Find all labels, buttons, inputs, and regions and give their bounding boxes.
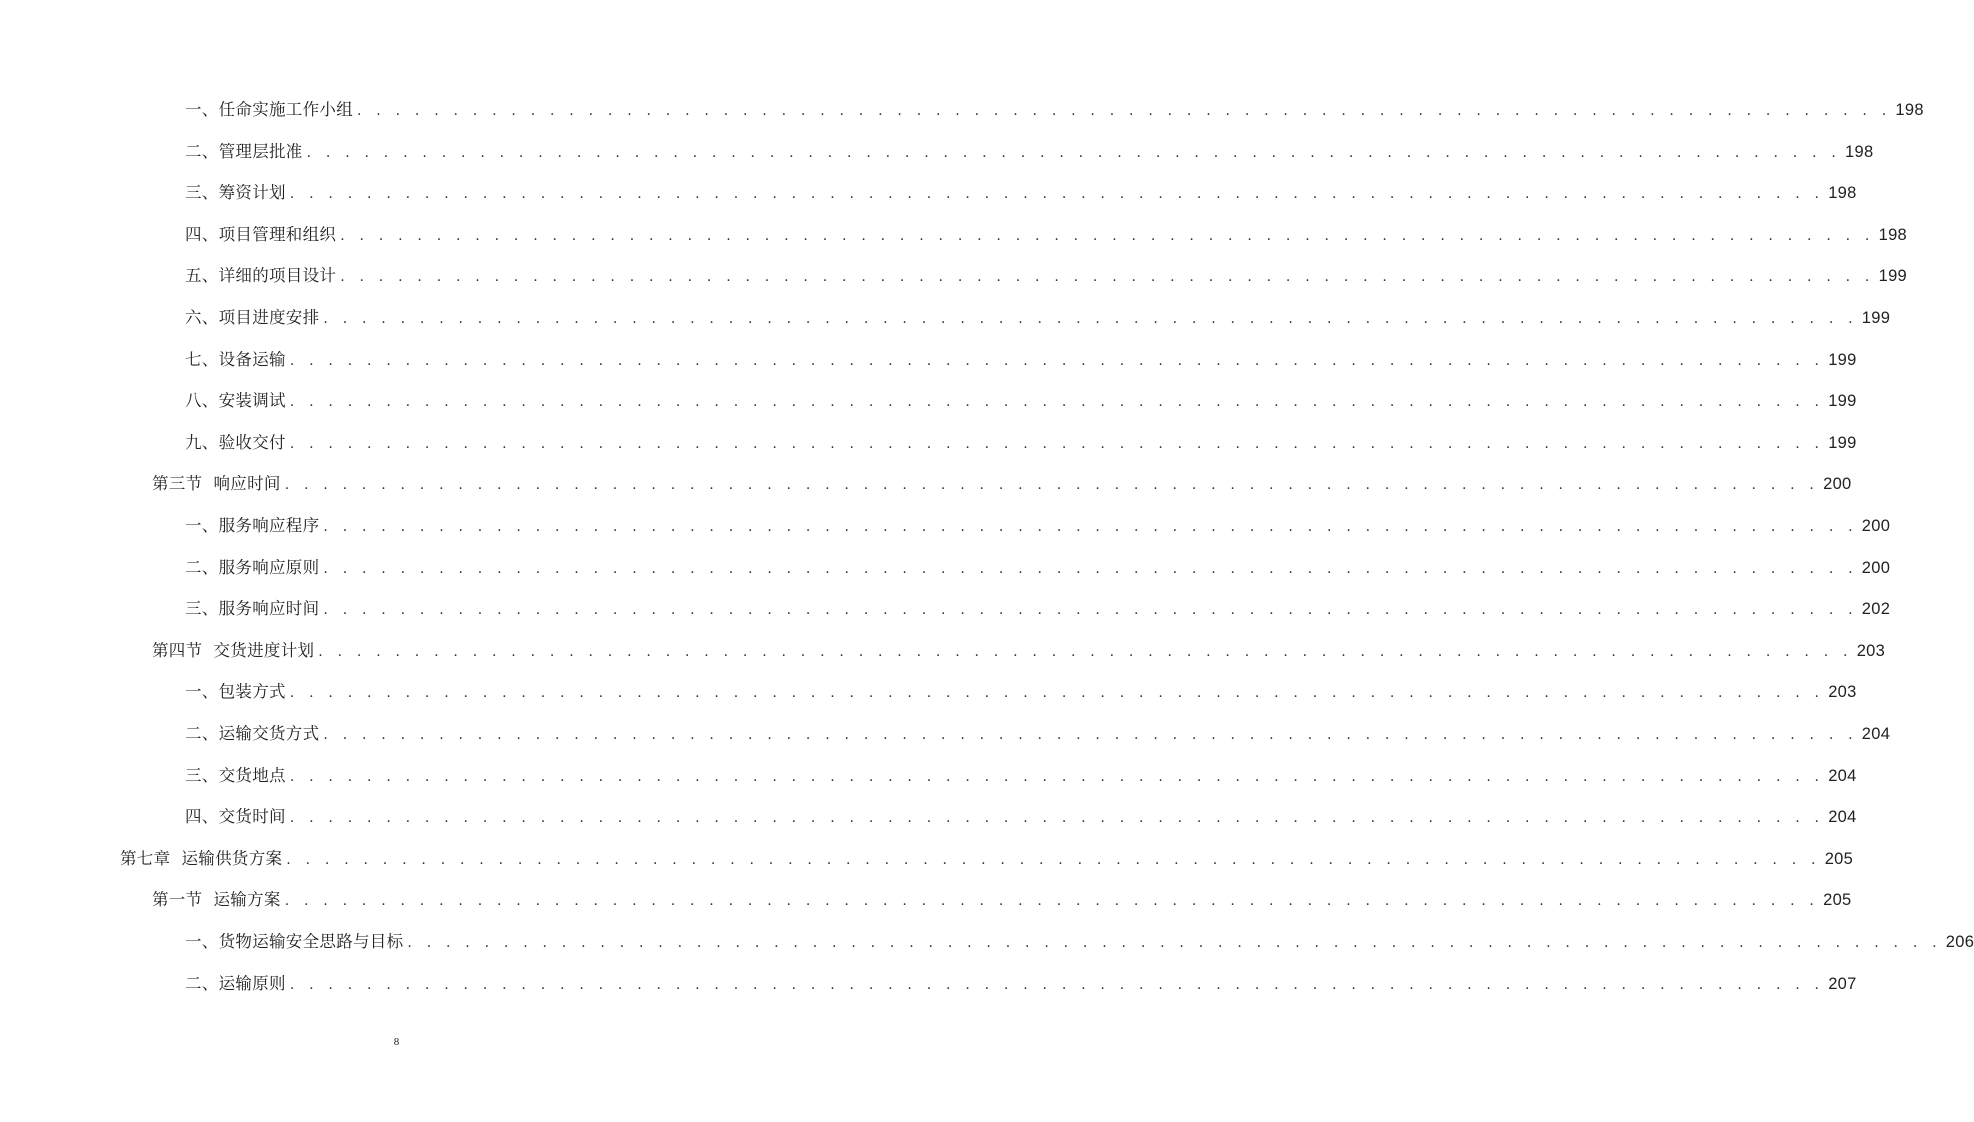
toc-entry-page: 198: [1828, 184, 1857, 203]
toc-entry[interactable]: [185, 927, 1974, 957]
toc-entry-page: 205: [1823, 891, 1852, 910]
dot-leader: . . . . . . . . . . . . . . . . . . . . . . . . . . . . . . . . . . . . . . . . . . . . . . . . . . . . . . . . . . . . . . . . . . . . . . . . . . . . . . . .: [289, 394, 1825, 411]
toc-entry[interactable]: [185, 802, 1857, 832]
dot-leader: . . . . . . . . . . . . . . . . . . . . . . . . . . . . . . . . . . . . . . . . . . . . . . . . . . . . . . . . . . . . . . . . . . . . . . . . . . . . . . . .: [284, 477, 1820, 494]
toc-entry-page: 199: [1878, 267, 1908, 286]
dot-leader: . . . . . . . . . . . . . . . . . . . . . . . . . . . . . . . . . . . . . . . . . . . . . . . . . . . . . . . . . . . . . . . . . . . . . . . . . . . . . . . .: [289, 810, 1825, 827]
toc-entry-page: 200: [1861, 517, 1891, 535]
dot-leader: . . . . . . . . . . . . . . . . . . . . . . . . . . . . . . . . . . . . . . . . . . . . . . . . . . . . . . . . . . . . . . . . . . . . . . . . . . . . . . . .: [289, 352, 1825, 369]
toc-entry[interactable]: [185, 261, 1908, 291]
dot-leader: . . . . . . . . . . . . . . . . . . . . . . . . . . . . . . . . . . . . . . . . . . . . . . . . . . . . . . . . . . . . . . . . . . . . . . . . . . . . . . . .: [340, 227, 1875, 244]
dot-leader: . . . . . . . . . . . . . . . . . . . . . . . . . . . . . . . . . . . . . . . . . . . . . . . . . . . . . . . . . . . . . . . . . . . . . . . . . . . . . . . .: [323, 602, 1858, 619]
toc-entry-title: 六、项目进度安排: [185, 308, 320, 327]
toc-entry-title: 三、交货地点: [185, 765, 286, 785]
toc-entry[interactable]: [152, 636, 1886, 666]
dot-leader: . . . . . . . . . . . . . . . . . . . . . . . . . . . . . . . . . . . . . . . . . . . . . . . . . . . . . . . . . . . . . . . . . . . . . . . . . . . . . . . .: [323, 560, 1858, 577]
toc-entry-page: 198: [1845, 142, 1874, 161]
toc-entry-title: 八、安装调试: [185, 391, 286, 411]
toc-entry[interactable]: [185, 428, 1857, 458]
dot-leader: . . . . . . . . . . . . . . . . . . . . . . . . . . . . . . . . . . . . . . . . . . . . . . . . . . . . . . . . . . . . . . . . . . . . . . . . . . . . . . . .: [289, 685, 1825, 702]
dot-leader: . . . . . . . . . . . . . . . . . . . . . . . . . . . . . . . . . . . . . . . . . . . . . . . . . . . . . . . . . . . . . . . . . . . . . . . . . . . . . . . .: [357, 103, 1892, 119]
toc-entry[interactable]: [185, 178, 1857, 208]
toc-entry[interactable]: [185, 594, 1891, 624]
dot-leader: . . . . . . . . . . . . . . . . . . . . . . . . . . . . . . . . . . . . . . . . . . . . . . . . . . . . . . . . . . . . . . . . . . . . . . . . . . . . . . . .: [289, 976, 1825, 993]
toc-entry-title: 五、详细的项目设计: [185, 266, 337, 286]
page-number: 8: [393, 1036, 400, 1048]
toc-entry-page: 199: [1828, 433, 1857, 452]
toc-entry-title: 七、设备运输: [185, 349, 286, 369]
toc-entry-title: 一、包装方式: [185, 682, 286, 702]
toc-entry-title: 三、服务响应时间: [185, 599, 320, 619]
toc-entry-page: 202: [1861, 600, 1891, 619]
toc-entry-title: 第一节 运输方案: [152, 890, 281, 910]
toc-entry-title: 二、运输交货方式: [185, 724, 320, 743]
dot-leader: . . . . . . . . . . . . . . . . . . . . . . . . . . . . . . . . . . . . . . . . . . . . . . . . . . . . . . . . . . . . . . . . . . . . . . . . . . . . . . . .: [407, 935, 1942, 951]
dot-leader: . . . . . . . . . . . . . . . . . . . . . . . . . . . . . . . . . . . . . . . . . . . . . . . . . . . . . . . . . . . . . . . . . . . . . . . . . . . . . . . .: [306, 144, 1841, 161]
toc-entry[interactable]: [185, 969, 1857, 999]
dot-leader: . . . . . . . . . . . . . . . . . . . . . . . . . . . . . . . . . . . . . . . . . . . . . . . . . . . . . . . . . . . . . . . . . . . . . . . . . . . . . . . .: [286, 851, 1821, 868]
toc-entry[interactable]: [185, 95, 1924, 125]
toc-entry[interactable]: [120, 844, 1854, 874]
toc-entry-title: 一、任命实施工作小组: [185, 100, 353, 119]
toc-entry-title: 一、服务响应程序: [185, 516, 320, 535]
toc-entry-title: 第三节 响应时间: [152, 474, 281, 494]
toc-entry-page: 203: [1856, 641, 1886, 660]
toc-entry-page: 198: [1895, 101, 1924, 119]
toc-entry[interactable]: [185, 719, 1891, 749]
toc-entry-page: 203: [1828, 683, 1857, 702]
toc-entry-title: 三、筹资计划: [185, 183, 286, 203]
toc-entry-page: 198: [1878, 225, 1908, 244]
toc-entry-title: 一、货物运输安全思路与目标: [185, 932, 404, 951]
toc-entry[interactable]: [185, 137, 1874, 167]
toc-entry-title: 二、运输原则: [185, 973, 286, 993]
toc-entry-page: 200: [1861, 558, 1891, 577]
toc-entry-page: 205: [1824, 849, 1854, 868]
dot-leader: . . . . . . . . . . . . . . . . . . . . . . . . . . . . . . . . . . . . . . . . . . . . . . . . . . . . . . . . . . . . . . . . . . . . . . . . . . . . . . . .: [289, 186, 1825, 203]
toc-entry-page: 207: [1828, 974, 1857, 993]
toc-entry-page: 200: [1823, 475, 1852, 494]
toc-entry-page: 199: [1828, 350, 1857, 369]
toc-entry[interactable]: [152, 885, 1852, 915]
dot-leader: . . . . . . . . . . . . . . . . . . . . . . . . . . . . . . . . . . . . . . . . . . . . . . . . . . . . . . . . . . . . . . . . . . . . . . . . . . . . . . . .: [323, 311, 1858, 327]
toc-entry-page: 199: [1828, 392, 1857, 411]
toc-entry-title: 四、项目管理和组织: [185, 224, 337, 244]
toc-entry[interactable]: [185, 511, 1891, 541]
toc-entry-title: 四、交货时间: [185, 807, 286, 827]
toc-entry-page: 204: [1828, 808, 1857, 827]
toc-entry-page: 199: [1861, 309, 1891, 327]
dot-leader: . . . . . . . . . . . . . . . . . . . . . . . . . . . . . . . . . . . . . . . . . . . . . . . . . . . . . . . . . . . . . . . . . . . . . . . . . . . . . . . .: [323, 519, 1858, 535]
toc-entry[interactable]: [185, 303, 1891, 333]
dot-leader: . . . . . . . . . . . . . . . . . . . . . . . . . . . . . . . . . . . . . . . . . . . . . . . . . . . . . . . . . . . . . . . . . . . . . . . . . . . . . . . .: [284, 893, 1820, 910]
toc-entry-title: 第四节 交货进度计划: [152, 640, 315, 660]
toc-entry[interactable]: [185, 386, 1857, 416]
dot-leader: . . . . . . . . . . . . . . . . . . . . . . . . . . . . . . . . . . . . . . . . . . . . . . . . . . . . . . . . . . . . . . . . . . . . . . . . . . . . . . . .: [323, 727, 1858, 743]
toc-entry-title: 二、服务响应原则: [185, 557, 320, 577]
toc-entry[interactable]: [185, 220, 1908, 250]
dot-leader: . . . . . . . . . . . . . . . . . . . . . . . . . . . . . . . . . . . . . . . . . . . . . . . . . . . . . . . . . . . . . . . . . . . . . . . . . . . . . . . .: [340, 269, 1875, 286]
toc-entry[interactable]: [152, 469, 1852, 499]
toc-entry[interactable]: [185, 677, 1857, 707]
toc-entry-title: 九、验收交付: [185, 432, 286, 452]
toc-entry-title: 二、管理层批准: [185, 141, 303, 161]
toc-entry-page: 206: [1945, 933, 1974, 951]
dot-leader: . . . . . . . . . . . . . . . . . . . . . . . . . . . . . . . . . . . . . . . . . . . . . . . . . . . . . . . . . . . . . . . . . . . . . . . . . . . . . . . .: [289, 768, 1825, 785]
toc-entry-page: 204: [1861, 725, 1891, 743]
toc-entry-title: 第七章 运输供货方案: [120, 848, 283, 868]
dot-leader: . . . . . . . . . . . . . . . . . . . . . . . . . . . . . . . . . . . . . . . . . . . . . . . . . . . . . . . . . . . . . . . . . . . . . . . . . . . . . . . .: [289, 435, 1825, 452]
toc-entry[interactable]: [185, 553, 1891, 583]
toc-entry[interactable]: [185, 345, 1857, 375]
dot-leader: . . . . . . . . . . . . . . . . . . . . . . . . . . . . . . . . . . . . . . . . . . . . . . . . . . . . . . . . . . . . . . . . . . . . . . . . . . . . . . . .: [318, 643, 1853, 660]
toc-entry-page: 204: [1828, 766, 1857, 785]
toc-entry[interactable]: [185, 761, 1857, 791]
